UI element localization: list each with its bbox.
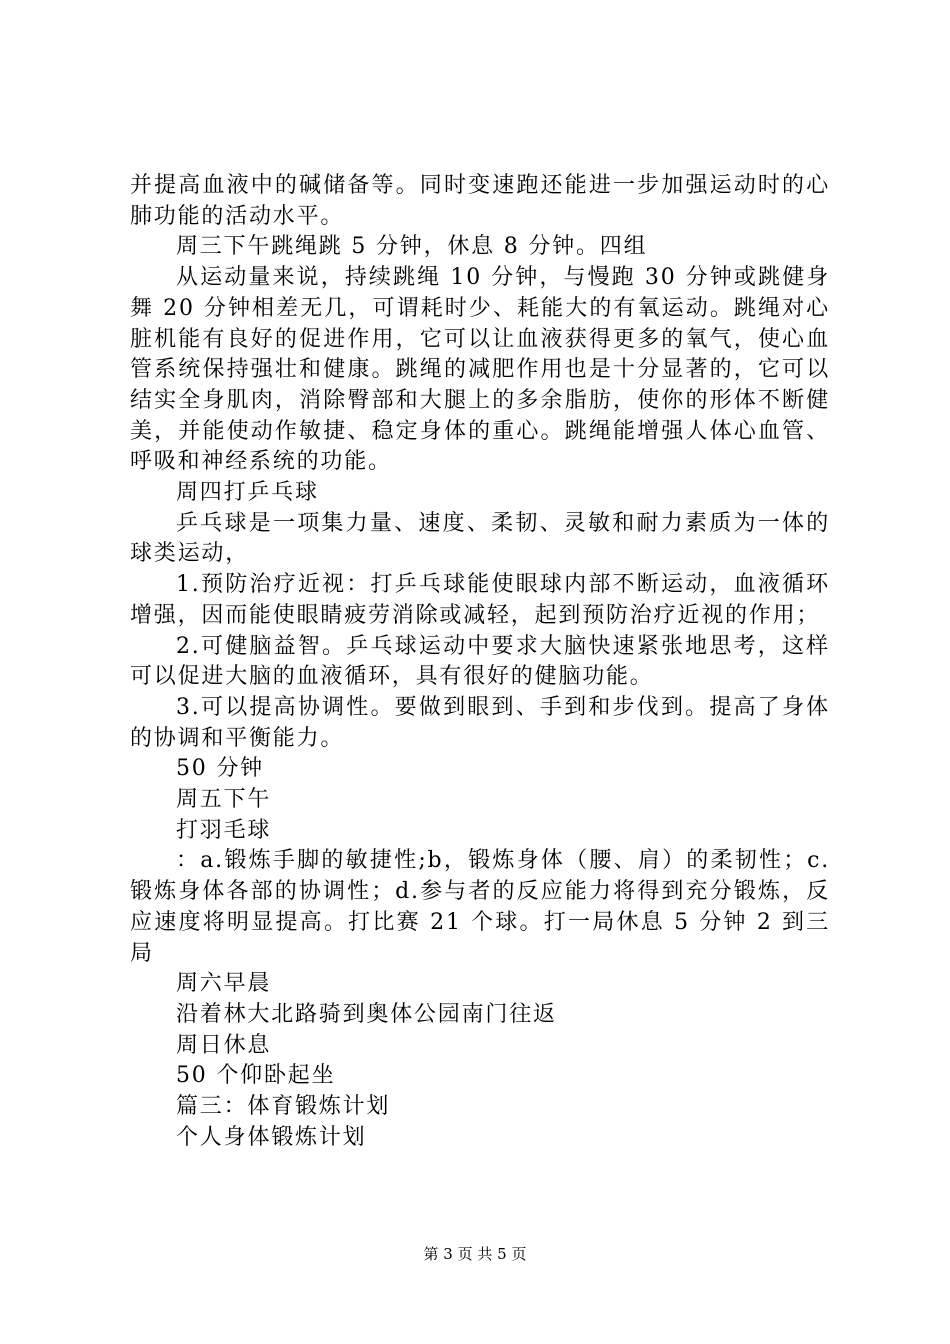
- paragraph-13: 周六早晨: [176, 971, 272, 997]
- paragraph-3: 从运动量来说，持续跳绳 10 分钟，与慢跑 30 分钟或跳健身舞 20 分钟相差无几，可谓耗时少、耗能大的有氧运动。跳绳对心脏机能有良好的促进作用，它可以让血液获得更多的氧气，使心血管系统保持强壮和健康。跳绳的减肥作用也是十分显著的，它可以结实全身肌肉，消除臀部和大腿上的多余脂肪，使你的形体不断健美，并能使动作敏捷、稳定身体的重心。跳绳能增强人体心血管、呼吸和神经系统的功能。: [130, 265, 830, 475]
- paragraph-6: 1.预防治疗近视：打乒乓球能使眼球内部不断运动，血液循环增强，因而能使眼睛疲劳消除或减轻，起到预防治疗近视的作用；: [130, 572, 830, 628]
- paragraph-1: 并提高血液中的碱储备等。同时变速跑还能进一步加强运动时的心肺功能的活动水平。: [130, 173, 830, 229]
- paragraph-11: 打羽毛球: [176, 817, 272, 843]
- paragraph-16: 50 个仰卧起坐: [176, 1063, 336, 1089]
- paragraph-8: 3.可以提高协调性。要做到眼到、手到和步伐到。提高了身体的协调和平衡能力。: [130, 694, 830, 751]
- paragraph-12: ：a.锻炼手脚的敏捷性;b，锻炼身体（腰、肩）的柔韧性；c.锻炼身体各部的协调性；d.参与者的反应能力将得到充分锻炼，反应速度将明显提高。打比赛 21 个球。打一局休息 5 分钟 2 到三局: [130, 848, 830, 966]
- page-number-footer: 第 3 页 共 5 页: [423, 1245, 527, 1263]
- paragraph-18: 个人身体锻炼计划: [176, 1124, 367, 1150]
- paragraph-5: 乒乓球是一项集力量、速度、柔韧、灵敏和耐力素质为一体的球类运动，: [130, 510, 830, 567]
- paragraph-7: 2.可健脑益智。乒乓球运动中要求大脑快速紧张地思考，这样可以促进大脑的血液循环，具有很好的健脑功能。: [130, 633, 830, 690]
- paragraph-4: 周四打乒乓球: [176, 480, 319, 506]
- section-heading: 篇三：体育锻炼计划: [176, 1094, 391, 1120]
- paragraph-2: 周三下午跳绳跳 5 分钟，休息 8 分钟。四组: [176, 234, 648, 260]
- paragraph-15: 周日休息: [176, 1032, 272, 1058]
- paragraph-14: 沿着林大北路骑到奥体公园南门往返: [176, 1001, 557, 1027]
- document-body: [130, 171, 830, 1154]
- paragraph-10: 周五下午: [176, 787, 272, 813]
- paragraph-9: 50 分钟: [176, 756, 264, 782]
